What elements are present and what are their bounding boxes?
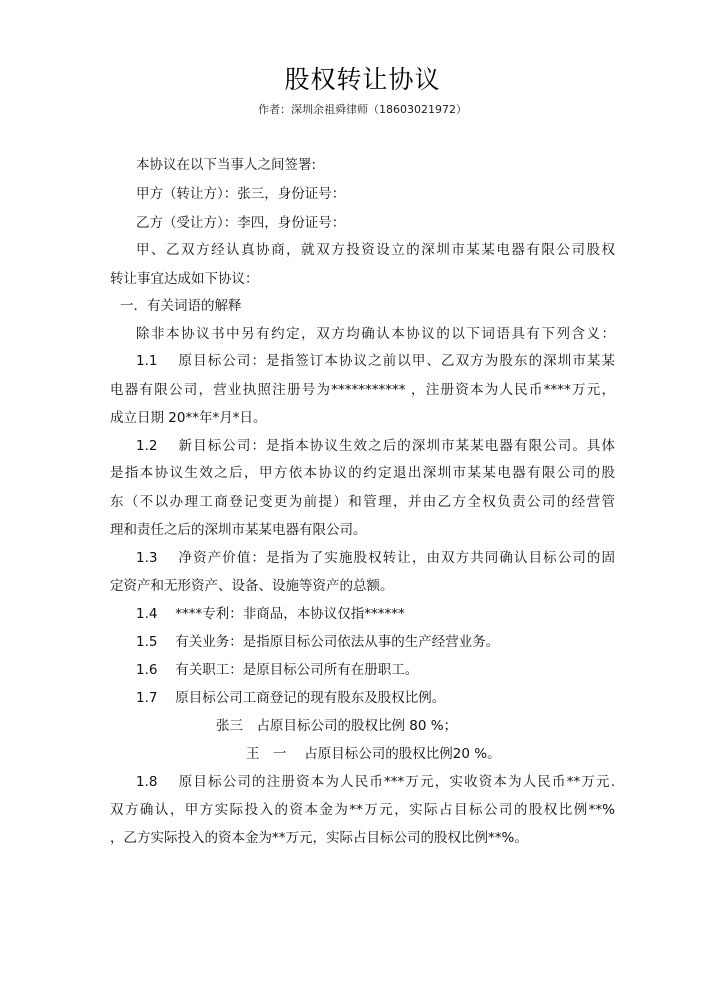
clause-1-6: 1.6 有关职工：是原目标公司所有在册职工。 bbox=[136, 662, 419, 678]
paragraph-agreement-line-2: 转让事宜达成如下协议： bbox=[110, 271, 259, 287]
clause-1-3-line-1: 1.3 净资产价值：是指为了实施股权转让，由双方共同确认目标公司的固 bbox=[136, 550, 615, 566]
clause-1-2-line-4: 理和责任之后的深圳市某某电器有限公司。 bbox=[110, 522, 367, 538]
clause-1-8-line-1: 1.8 原目标公司的注册资本为人民币***万元，实收资本为人民币**万元. bbox=[136, 774, 615, 790]
shareholder-row-1: 张三 占原目标公司的股权比例 80 %； bbox=[216, 718, 458, 734]
clause-1-8-line-3: ，乙方实际投入的资本金为**万元，实际占目标公司的股权比例**%。 bbox=[110, 830, 528, 846]
clause-1-2-line-1: 1.2 新目标公司：是指本协议生效之后的深圳市某某电器有限公司。具体 bbox=[136, 438, 615, 454]
author-line: 作者：深圳余祖舜律师（18603021972） bbox=[258, 103, 467, 116]
clause-1-1-line-3: 成立日期 20**年*月*日。 bbox=[110, 410, 267, 426]
document-title: 股权转让协议 bbox=[284, 65, 441, 94]
clause-1-4: 1.4 ****专利：非商品，本协议仅指****** bbox=[136, 606, 405, 622]
clause-1-3-line-2: 定资产和无形资产、设备、设施等资产的总额。 bbox=[110, 578, 394, 594]
paragraph-intro: 本协议在以下当事人之间签署: bbox=[136, 157, 317, 173]
clause-1-5: 1.5 有关业务：是指原目标公司依法从事的生产经营业务。 bbox=[136, 634, 500, 650]
shareholder-row-2: 王 一 占原目标公司的股权比例20 %。 bbox=[246, 746, 501, 762]
clause-1-2-line-3: 东（不以办理工商登记变更为前提）和管理，并由乙方全权负责公司的经营管 bbox=[110, 494, 615, 510]
paragraph-definitions-intro: 除非本协议书中另有约定，双方均确认本协议的以下词语具有下列含义： bbox=[136, 326, 615, 342]
section-heading-definitions: 一．有关词语的解释 bbox=[120, 298, 242, 314]
clause-1-1-line-2: 电器有限公司，营业执照注册号为*********** ，注册资本为人民币****万元， bbox=[110, 382, 615, 398]
clause-1-7: 1.7 原目标公司工商登记的现有股东及股权比例。 bbox=[136, 690, 446, 706]
clause-1-8-line-2: 双方确认，甲方实际投入的资本金为**万元，实际占目标公司的股权比例**% bbox=[110, 802, 615, 818]
paragraph-agreement-line-1: 甲、乙双方经认真协商，就双方投资设立的深圳市某某电器有限公司股权 bbox=[136, 242, 615, 258]
clause-1-2-line-2: 是指本协议生效之后，甲方依本协议的约定退出深圳市某某电器有限公司的股 bbox=[110, 465, 615, 481]
clause-1-1-line-1: 1.1 原目标公司：是指签订本协议之前以甲、乙双方为股东的深圳市某某 bbox=[136, 353, 615, 369]
paragraph-party-b: 乙方（受让方）：李四，身份证号： bbox=[136, 215, 346, 231]
paragraph-party-a: 甲方（转让方）：张三，身份证号： bbox=[136, 186, 346, 202]
